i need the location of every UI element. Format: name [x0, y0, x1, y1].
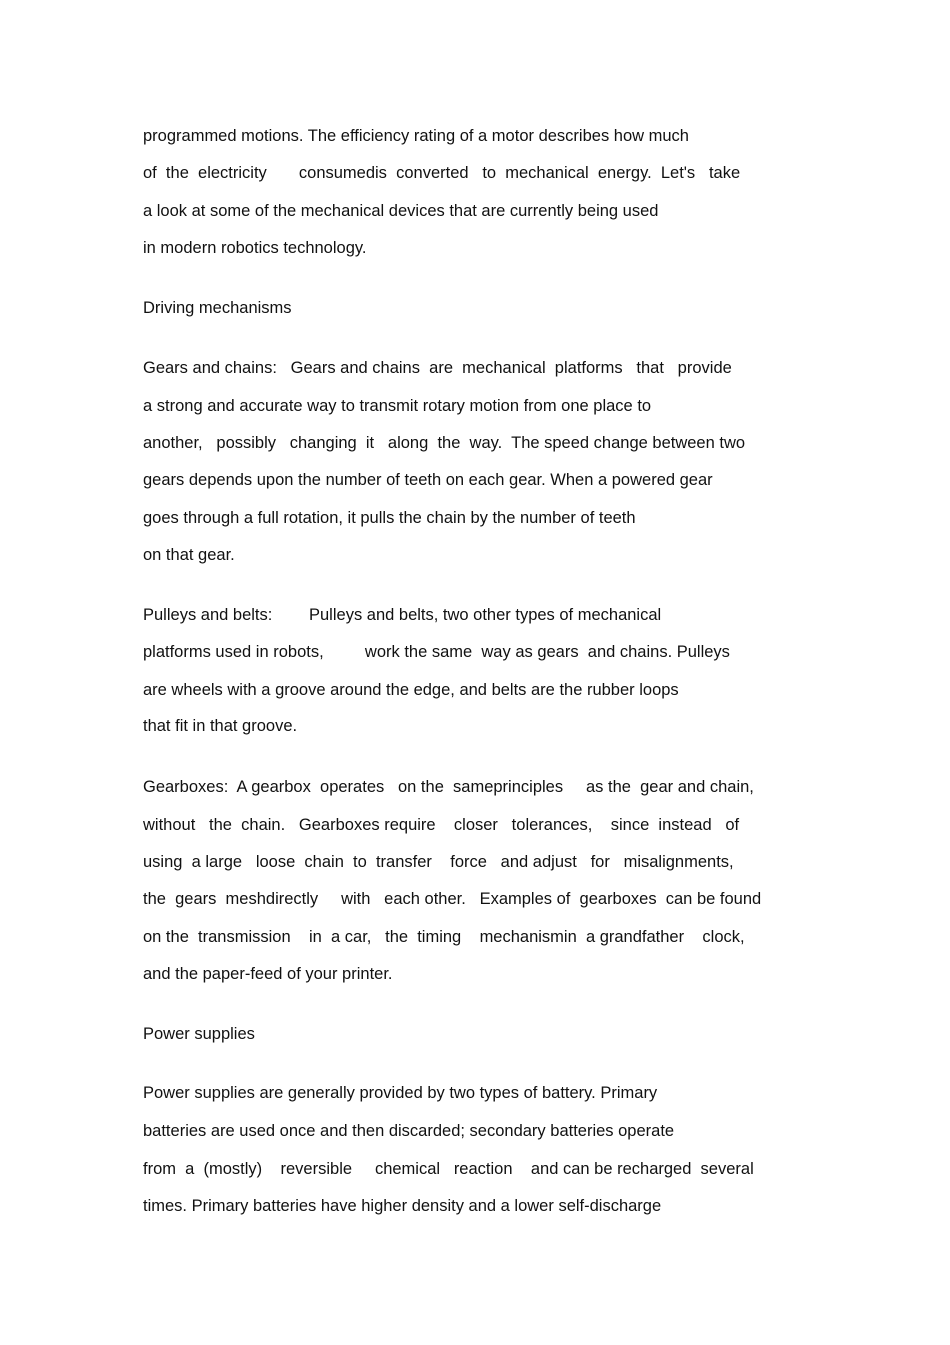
section-heading: Driving mechanisms: [143, 299, 292, 317]
paragraph-line: the gears meshdirectly with each other. Examples of gearboxes can be found: [143, 890, 762, 908]
paragraph-line: from a (mostly) reversible chemical reaction and can be recharged several: [143, 1160, 754, 1178]
paragraph-line: a look at some of the mechanical devices that are currently being used: [143, 202, 659, 220]
paragraph-line: are wheels with a groove around the edge, and belts are the rubber loops: [143, 681, 679, 699]
paragraph-line: Gearboxes: A gearbox operates on the sameprinciples as the gear and chain,: [143, 778, 754, 796]
paragraph-line: on the transmission in a car, the timing mechanismin a grandfather clock,: [143, 928, 745, 946]
paragraph-line: Pulleys and belts: Pulleys and belts, two other types of mechanical: [143, 606, 662, 624]
paragraph-line: gears depends upon the number of teeth on each gear. When a powered gear: [143, 471, 713, 489]
paragraph-line: another, possibly changing it along the way. The speed change between two: [143, 434, 746, 452]
paragraph-line: Gears and chains: Gears and chains are mechanical platforms that provide: [143, 359, 732, 377]
paragraph-line: that fit in that groove.: [143, 717, 298, 735]
paragraph-line: without the chain. Gearboxes require closer tolerances, since instead of: [143, 816, 740, 834]
paragraph-line: and the paper-feed of your printer.: [143, 965, 393, 983]
paragraph-line: using a large loose chain to transfer force and adjust for misalignments,: [143, 853, 734, 871]
paragraph-line: batteries are used once and then discarded; secondary batteries operate: [143, 1122, 675, 1140]
paragraph-line: times. Primary batteries have higher density and a lower self-discharge: [143, 1197, 662, 1215]
paragraph-line: on that gear.: [143, 546, 235, 564]
section-heading: Power supplies: [143, 1025, 255, 1043]
paragraph-line: Power supplies are generally provided by two types of battery. Primary: [143, 1084, 658, 1102]
paragraph-line: platforms used in robots, work the same way as gears and chains. Pulleys: [143, 643, 730, 661]
paragraph-line: goes through a full rotation, it pulls the chain by the number of teeth: [143, 509, 636, 527]
paragraph-line: programmed motions. The efficiency rating of a motor describes how much: [143, 127, 689, 145]
paragraph-line: in modern robotics technology.: [143, 239, 367, 257]
paragraph-line: a strong and accurate way to transmit rotary motion from one place to: [143, 397, 652, 415]
paragraph-line: of the electricity consumedis converted to mechanical energy. Let's take: [143, 164, 741, 182]
